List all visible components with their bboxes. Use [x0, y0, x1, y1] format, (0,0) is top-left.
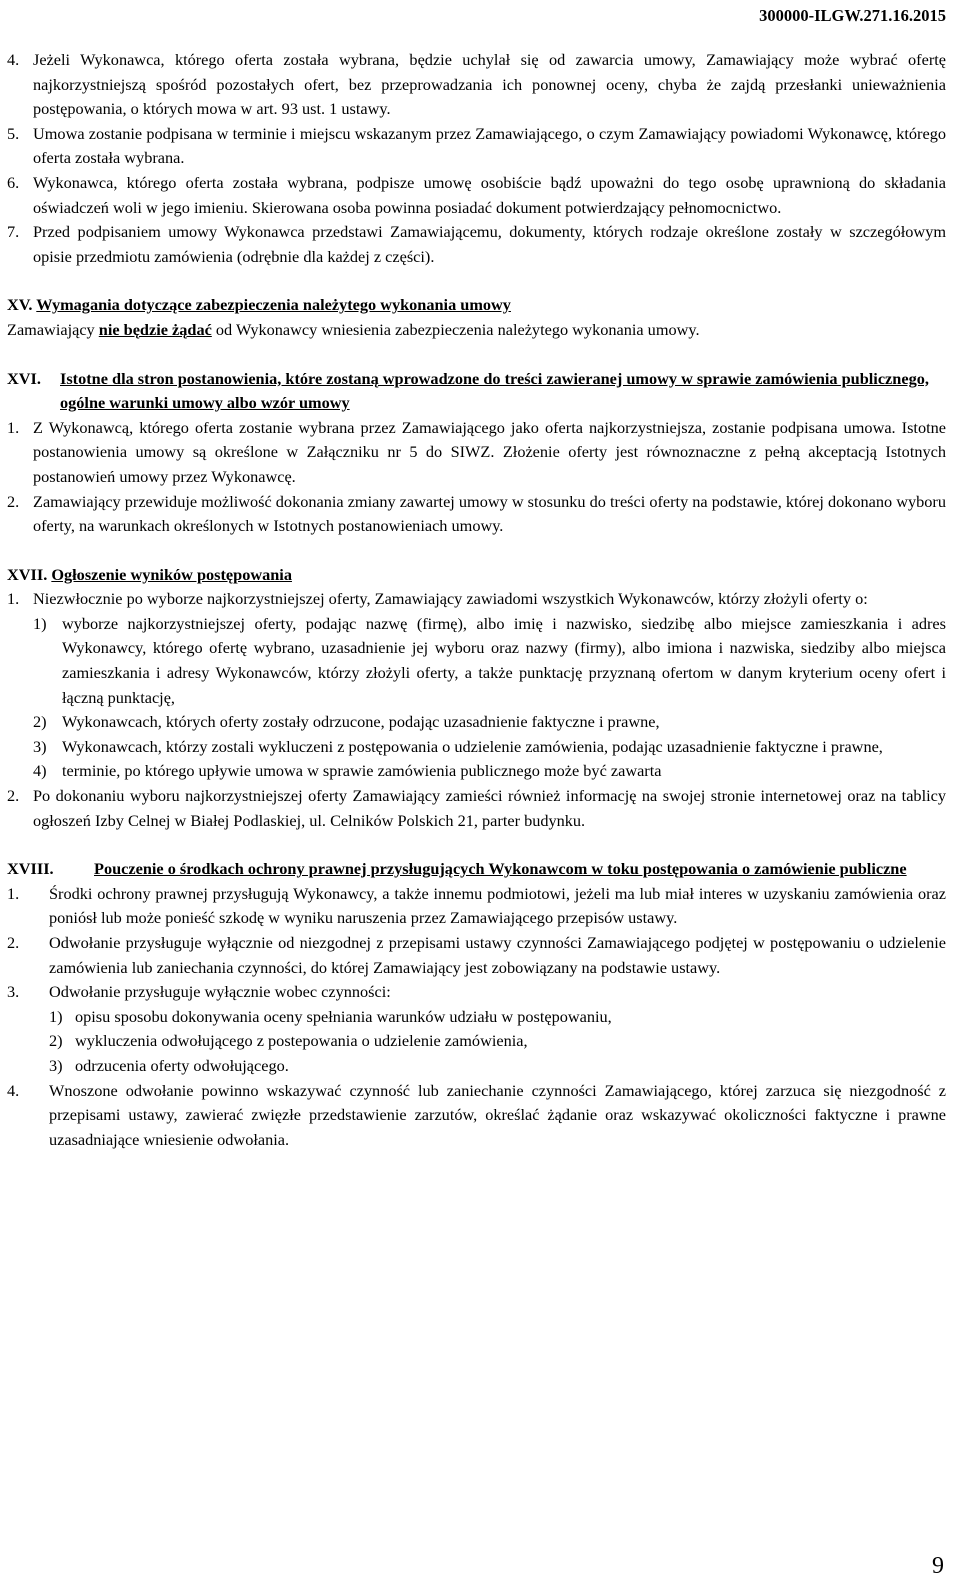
- sub-item-number: 1): [49, 1006, 63, 1026]
- item-text: Zamawiający przewiduje możliwość dokonania zmiany zawartej umowy w stosunku do treści oferty na podstawie, której dokonano wyboru oferty, na warunkach określonych w Istotnych postanowieniach umowy.: [33, 491, 946, 536]
- emphasis-text: nie będzie żądać: [98, 319, 212, 339]
- list-item: [7, 784, 946, 833]
- sub-list-item: [7, 735, 946, 760]
- sub-list-item: [7, 759, 946, 784]
- section-title: Wymagania dotyczące zabezpieczenia należytego wykonania umowy: [36, 295, 511, 315]
- item-number: 1.: [7, 417, 20, 437]
- item-number: 5.: [7, 123, 20, 143]
- sub-item-number: 2): [49, 1031, 63, 1051]
- item-text: Z Wykonawcą, którego oferta zostanie wybrana przez Zamawiającego jako oferta najkorzystniejsza, zostanie podpisana umowa. Istotne postanowienia umowy są określone w Załączniku nr 5 do SIWZ. Złożenie oferty jest równoznaczne z pełną akceptacją Istotnych postanowień umowy przez Wykonawcę.: [33, 417, 946, 486]
- item-number: 4.: [7, 1080, 20, 1100]
- list-item: [7, 1079, 946, 1153]
- section-paragraph: [7, 318, 946, 343]
- section-number: XVIII.: [7, 859, 54, 879]
- section-heading-xv: [7, 293, 946, 318]
- list-item: [7, 171, 946, 220]
- item-number: 6.: [7, 172, 20, 192]
- section-number: XVII.: [7, 564, 48, 584]
- page-content: [7, 48, 946, 1152]
- sub-item-text: wyborze najkorzystniejszej oferty, podając nazwę (firmę), albo imię i nazwisko, siedzibę albo miejsce zamieszkania i adres Wykonawcy, którego ofertę wybrano, uzasadnienie jej wyboru oraz nazwy (firmy), albo imiona i nazwiska, siedziby albo miejsca zamieszkania i adresy Wykonawców, którzy złożyli oferty, a także punktację przyznaną ofertom w danym kryterium oceny ofert i łączną punktację,: [62, 613, 946, 707]
- page-number: 9: [932, 1553, 944, 1580]
- sub-list-item: [7, 1029, 946, 1054]
- item-number: 2.: [7, 786, 20, 806]
- item-number: 2.: [7, 491, 20, 511]
- list-item: [7, 48, 946, 122]
- section-heading-xvi: [7, 367, 946, 416]
- sub-item-text: odrzucenia oferty odwołującego.: [75, 1055, 289, 1075]
- item-text: Niezwłocznie po wyborze najkorzystniejszej oferty, Zamawiający zawiadomi wszystkich Wykonawców, którzy złożyli oferty o:: [33, 589, 868, 609]
- section-title: Pouczenie o środkach ochrony prawnej przysługujących Wykonawcom w toku postępowania o zamówienie publiczne: [94, 859, 907, 879]
- sub-item-number: 4): [33, 761, 47, 781]
- item-number: 1.: [7, 589, 20, 609]
- list-item: [7, 416, 946, 490]
- sub-list-item: [7, 612, 946, 710]
- sub-item-number: 3): [33, 736, 47, 756]
- list-item: [7, 980, 946, 1005]
- list-item: [7, 220, 946, 269]
- list-item: [7, 931, 946, 980]
- item-text: Przed podpisaniem umowy Wykonawca przedstawi Zamawiającemu, dokumenty, których rodzaje określone zostały w szczegółowym opisie przedmiotu zamówienia (odrębnie dla każdej z części).: [33, 222, 946, 266]
- section-title: Ogłoszenie wyników postępowania: [51, 564, 292, 584]
- item-text: Jeżeli Wykonawca, którego oferta została wybrana, będzie uchylał się od zawarcia umowy, Zamawiający może wybrać ofertę najkorzystniejszą spośród pozostałych ofert, bez przeprowadzania ich ponownej oceny, chyba że zajdą przesłanki unieważnienia postępowania, o których mowa w art. 93 ust. 1 ustawy.: [33, 50, 946, 119]
- item-text: Odwołanie przysługuje wyłącznie od niezgodnej z przepisami ustawy czynności Zamawiającego podjętej w postępowaniu o udzielenie zamówienia lub zaniechania czynności, do której Zamawiający jest zobowiązany na podstawie ustawy.: [49, 933, 946, 977]
- item-number: 7.: [7, 222, 20, 242]
- list-item: [7, 587, 946, 612]
- sub-list-item: [7, 710, 946, 735]
- item-text: Po dokonaniu wyboru najkorzystniejszej oferty Zamawiający zamieści również informację na swojej stronie internetowej oraz na tablicy ogłoszeń Izby Celnej w Białej Podlaskiej, ul. Celników Polskich 21, parter budynku.: [33, 786, 946, 830]
- sub-item-number: 2): [33, 712, 47, 732]
- sub-item-text: Wykonawcach, których oferty zostały odrzucone, podając uzasadnienie faktyczne i prawne,: [62, 712, 660, 732]
- sub-item-number: 3): [49, 1055, 63, 1075]
- section-heading-xvii: [7, 563, 946, 588]
- document-reference: 300000-ILGW.271.16.2015: [759, 6, 946, 25]
- item-number: 3.: [7, 982, 20, 1002]
- sub-item-text: opisu sposobu dokonywania oceny spełniania warunków udziału w postępowaniu,: [75, 1006, 612, 1026]
- item-text: Umowa zostanie podpisana w terminie i miejscu wskazanym przez Zamawiającego, o czym Zamawiający powiadomi Wykonawcę, którego oferta została wybrana.: [33, 123, 946, 168]
- sub-list-item: [7, 1005, 946, 1030]
- sub-item-text: Wykonawcach, którzy zostali wykluczeni z postępowania o udzielenie zamówienia, podając uzasadnienie faktyczne i prawne,: [62, 736, 883, 756]
- sub-item-text: wykluczenia odwołującego z postepowania o udzielenie zamówienia,: [75, 1031, 528, 1051]
- section-title: Istotne dla stron postanowienia, które zostaną wprowadzone do treści zawieranej umowy w sprawie zamówienia publicznego, ogólne warunki umowy albo wzór umowy: [60, 368, 929, 413]
- section-number: XVI.: [7, 368, 41, 388]
- list-item: [7, 122, 946, 171]
- list-item: [7, 490, 946, 539]
- sub-list-item: [7, 1054, 946, 1079]
- paragraph-text: od Wykonawcy wniesienia zabezpieczenia należytego wykonania umowy.: [211, 319, 700, 339]
- item-number: 1.: [7, 883, 20, 903]
- sub-item-number: 1): [33, 613, 47, 633]
- item-text: Odwołanie przysługuje wyłącznie wobec czynności:: [49, 982, 391, 1002]
- item-text: Wnoszone odwołanie powinno wskazywać czynność lub zaniechanie czynności Zamawiającego, której zarzuca się niezgodność z przepisami ustawy, zawierać zwięzłe przedstawienie zarzutów, określać żądanie oraz wskazywać okoliczności faktyczne i prawne uzasadniające wniesienie odwołania.: [49, 1080, 946, 1149]
- item-text: Środki ochrony prawnej przysługują Wykonawcy, a także innemu podmiotowi, jeżeli ma lub miał interes w uzyskaniu zamówienia oraz poniósł lub może ponieść szkodę w wyniku naruszenia przez Zamawiającego przepisów ustawy.: [49, 883, 946, 928]
- section-heading-xviii: [7, 857, 946, 882]
- sub-item-text: terminie, po którego upływie umowa w sprawie zamówienia publicznego może być zawarta: [62, 761, 662, 781]
- item-text: Wykonawca, którego oferta została wybrana, podpisze umowę osobiście bądź upoważni do tego osobę uprawnioną do składania oświadczeń woli w jego imieniu. Skierowana osoba powinna posiadać dokument potwierdzający pełnomocnictwo.: [33, 172, 946, 217]
- paragraph-text: Zamawiający: [7, 319, 99, 339]
- item-number: 2.: [7, 933, 20, 952]
- list-item: [7, 882, 946, 931]
- item-number: 4.: [7, 50, 20, 69]
- section-number: XV.: [7, 295, 33, 315]
